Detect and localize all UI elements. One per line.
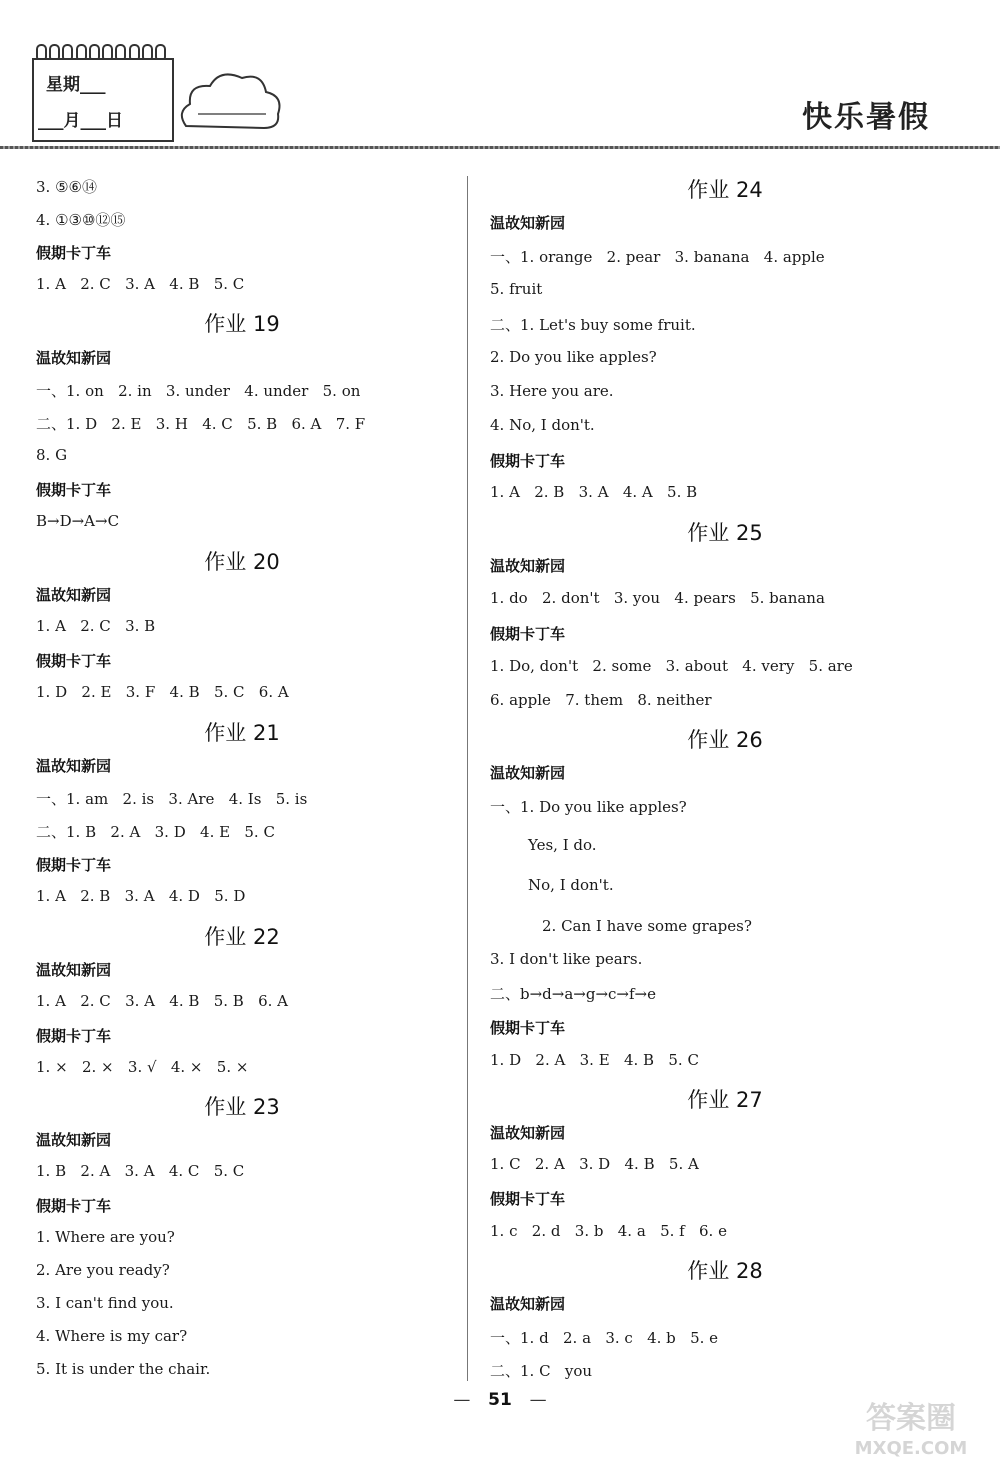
answer-line: 1. c 2. d 3. b 4. a 5. f 6. e bbox=[490, 1222, 727, 1240]
section-heading: 假期卡丁车 bbox=[490, 625, 566, 643]
answer-line: 6. apple 7. them 8. neither bbox=[490, 691, 712, 709]
answer-line: 1. A 2. B 3. A 4. D 5. D bbox=[36, 887, 246, 905]
answer-line: Yes, I do. bbox=[528, 836, 597, 854]
homework-title: 作业 21 bbox=[204, 721, 280, 745]
section-heading: 温故知新园 bbox=[490, 1295, 566, 1313]
weekday-field: 星期___ bbox=[46, 75, 106, 95]
answer-line: 一、1. Do you like apples? bbox=[490, 798, 687, 816]
section-heading: 温故知新园 bbox=[36, 961, 112, 979]
section-heading: 温故知新园 bbox=[36, 349, 112, 367]
answer-line: 4. Where is my car? bbox=[36, 1327, 188, 1345]
page-number-value: 51 bbox=[488, 1390, 512, 1410]
answer-line: 1. A 2. B 3. A 4. A 5. B bbox=[490, 483, 698, 501]
answer-line: 二、1. D 2. E 3. H 4. C 5. B 6. A 7. F bbox=[36, 415, 366, 433]
answer-line: 一、1. d 2. a 3. c 4. b 5. e bbox=[490, 1329, 719, 1347]
answer-line: 4. ①③⑩⑫⑮ bbox=[36, 211, 126, 229]
answer-line: 3. Here you are. bbox=[490, 382, 614, 400]
answer-line: 一、1. am 2. is 3. Are 4. Is 5. is bbox=[36, 790, 308, 808]
homework-title: 作业 26 bbox=[687, 728, 763, 752]
answer-line: 1. D 2. E 3. F 4. B 5. C 6. A bbox=[36, 683, 289, 701]
answer-line: 一、1. on 2. in 3. under 4. under 5. on bbox=[36, 382, 361, 400]
answer-line: 1. B 2. A 3. A 4. C 5. C bbox=[36, 1162, 245, 1180]
homework-title: 作业 27 bbox=[687, 1088, 763, 1112]
answer-line: 2. Are you ready? bbox=[36, 1261, 170, 1279]
answer-line: 2. Do you like apples? bbox=[490, 348, 657, 366]
answer-line: 1. C 2. A 3. D 4. B 5. A bbox=[490, 1155, 699, 1173]
answer-line: 2. Can I have some grapes? bbox=[542, 917, 752, 935]
section-heading: 假期卡丁车 bbox=[36, 1027, 112, 1045]
section-heading: 温故知新园 bbox=[490, 764, 566, 782]
answer-line: 4. No, I don't. bbox=[490, 416, 595, 434]
answer-line: 3. ⑤⑥⑭ bbox=[36, 178, 97, 196]
watermark-text-cn: 答案圈 bbox=[866, 1401, 956, 1436]
section-heading: 温故知新园 bbox=[36, 757, 112, 775]
section-heading: 假期卡丁车 bbox=[36, 481, 112, 499]
answer-line: 二、1. C you bbox=[490, 1362, 593, 1380]
section-heading: 假期卡丁车 bbox=[36, 244, 112, 262]
answer-line: 3. I don't like pears. bbox=[490, 950, 643, 968]
section-heading: 假期卡丁车 bbox=[36, 856, 112, 874]
answer-line: 5. It is under the chair. bbox=[36, 1360, 211, 1378]
homework-title: 作业 20 bbox=[204, 550, 280, 574]
answer-line: 1. × 2. × 3. √ 4. × 5. × bbox=[36, 1058, 249, 1076]
section-heading: 假期卡丁车 bbox=[490, 1019, 566, 1037]
answer-line: 5. fruit bbox=[490, 280, 543, 298]
homework-title: 作业 25 bbox=[687, 521, 763, 545]
answer-line: No, I don't. bbox=[528, 876, 614, 894]
answer-line: 二、1. Let's buy some fruit. bbox=[490, 316, 696, 334]
section-heading: 温故知新园 bbox=[490, 557, 566, 575]
answer-line: 一、1. orange 2. pear 3. banana 4. apple bbox=[490, 248, 825, 266]
homework-title: 作业 22 bbox=[204, 925, 280, 949]
answer-line: 二、1. B 2. A 3. D 4. E 5. C bbox=[36, 823, 275, 841]
header-rule bbox=[0, 146, 1000, 149]
page-header bbox=[0, 0, 1000, 160]
answer-line: 3. I can't find you. bbox=[36, 1294, 174, 1312]
homework-title: 作业 19 bbox=[204, 312, 280, 336]
section-heading: 温故知新园 bbox=[36, 1131, 112, 1149]
answer-line: 1. Where are you? bbox=[36, 1228, 175, 1246]
page-dash-right: — bbox=[529, 1390, 547, 1410]
calendar-icon bbox=[32, 58, 174, 142]
column-divider bbox=[467, 176, 468, 1381]
page-dash-left: — bbox=[453, 1390, 471, 1410]
watermark-text-en: MXQE.COM bbox=[854, 1438, 968, 1459]
date-field: ___月___日 bbox=[38, 111, 123, 131]
answer-line: 1. Do, don't 2. some 3. about 4. very 5. are bbox=[490, 657, 853, 675]
answer-line: B→D→A→C bbox=[36, 512, 120, 530]
answer-line: 1. D 2. A 3. E 4. B 5. C bbox=[490, 1051, 699, 1069]
section-heading: 温故知新园 bbox=[490, 214, 566, 232]
section-heading: 温故知新园 bbox=[36, 586, 112, 604]
answer-line: 8. G bbox=[36, 446, 68, 464]
section-heading: 温故知新园 bbox=[490, 1124, 566, 1142]
section-heading: 假期卡丁车 bbox=[490, 452, 566, 470]
answer-line: 二、b→d→a→g→c→f→e bbox=[490, 985, 656, 1003]
homework-title: 作业 24 bbox=[687, 178, 763, 202]
section-heading: 假期卡丁车 bbox=[36, 652, 112, 670]
section-heading: 假期卡丁车 bbox=[36, 1197, 112, 1215]
homework-title: 作业 28 bbox=[687, 1259, 763, 1283]
section-heading: 假期卡丁车 bbox=[490, 1190, 566, 1208]
brand-logo: 快乐暑假 bbox=[802, 100, 930, 135]
answer-line: 1. do 2. don't 3. you 4. pears 5. banana bbox=[490, 589, 825, 607]
cloud-icon bbox=[176, 64, 286, 136]
answer-line: 1. A 2. C 3. A 4. B 5. B 6. A bbox=[36, 992, 289, 1010]
answer-line: 1. A 2. C 3. A 4. B 5. C bbox=[36, 275, 245, 293]
homework-title: 作业 23 bbox=[204, 1095, 280, 1119]
watermark-logo bbox=[836, 1392, 986, 1462]
answer-line: 1. A 2. C 3. B bbox=[36, 617, 156, 635]
